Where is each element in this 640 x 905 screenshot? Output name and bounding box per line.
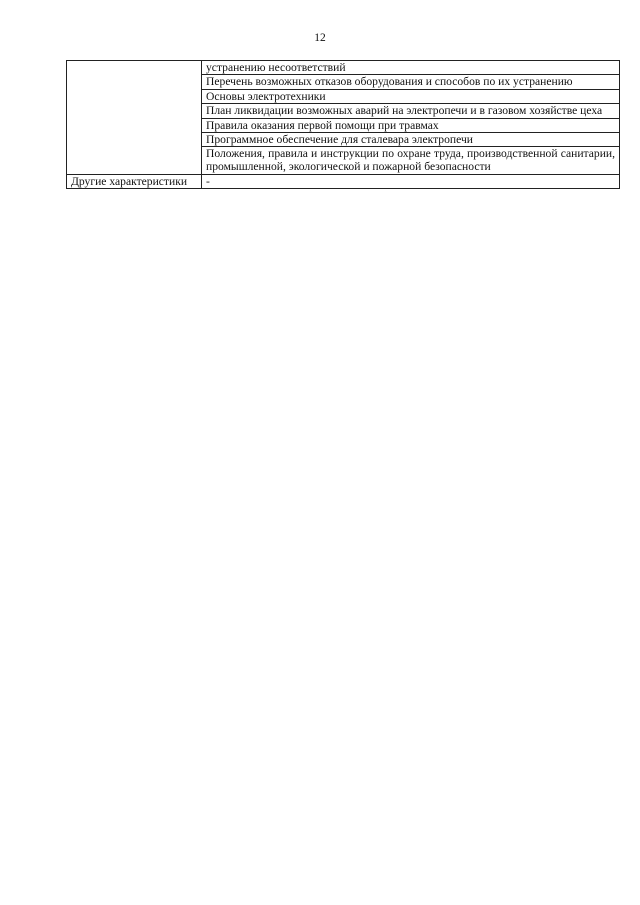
table-cell: Программное обеспечение для сталевара электропечи	[202, 133, 620, 147]
table-cell: Перечень возможных отказов оборудования и способов по их устранению	[202, 75, 620, 90]
requirements-table	[66, 60, 620, 189]
table-cell: План ликвидации возможных аварий на электропечи и в газовом хозяйстве цеха	[202, 104, 620, 119]
other-characteristics-value: -	[202, 175, 620, 189]
section-label-cell	[67, 61, 202, 175]
table-cell: Правила оказания первой помощи при травмах	[202, 119, 620, 133]
table-cell: Положения, правила и инструкции по охране труда, производственной санитарии, промышленной, экологической и пожарной безопасности	[202, 147, 620, 175]
table-cell: устранению несоответствий	[202, 61, 620, 75]
table-row	[67, 61, 620, 75]
other-characteristics-label: Другие характеристики	[67, 175, 202, 189]
table-cell: Основы электротехники	[202, 90, 620, 104]
table-row-other	[67, 175, 620, 189]
page-number: 12	[314, 32, 326, 44]
